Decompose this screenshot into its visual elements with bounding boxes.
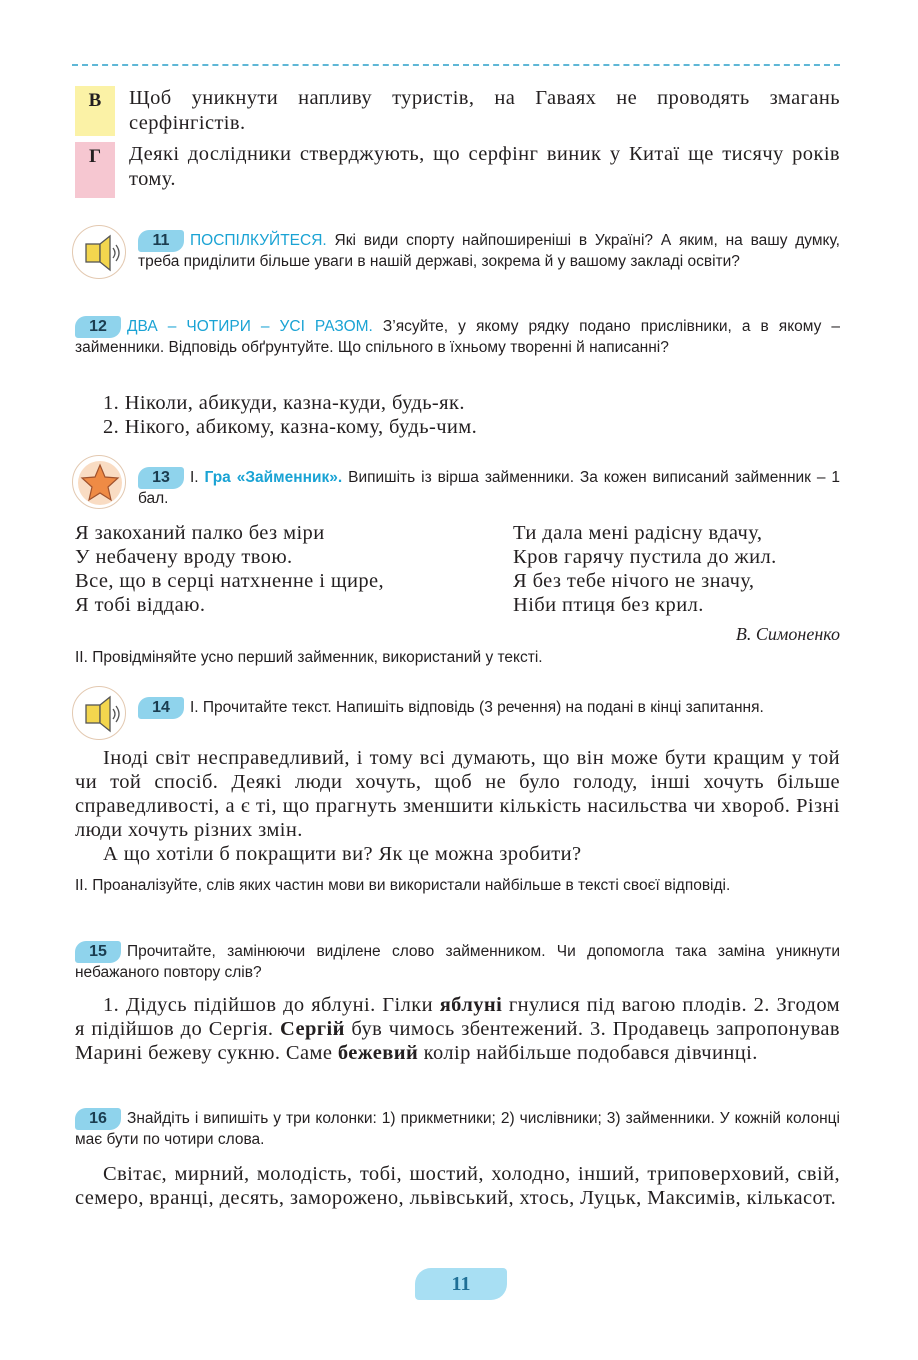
text-fragment: гнулися під вагою плодів. 2. Згодом я підійшов до Сергія.: [75, 994, 840, 1040]
task-text: Знайдіть і випишіть у три колонки: 1) прикметники; 2) числівники; 3) займенники. У кожній колонці має бути по чотири слова.: [75, 1110, 840, 1148]
task-text: Випишіть із вірша займенники. За кожен виписаний займенник – 1 бал.: [138, 469, 840, 507]
task-16: [75, 1108, 840, 1150]
task-15: [75, 941, 840, 983]
paragraph: Іноді світ несправедливий, і тому всі думають, що він може бути кращим у той чи той спосіб. Деякі люди хочуть, щоб не було голоду, інші хочуть більше справедливості, а є ті, що прагнуть зменшити кількість насильства чи хвороб. Різні люди хочуть різних змін.: [75, 747, 840, 841]
poem-author: В. Симоненко: [735, 624, 840, 644]
task-13-part-2: ІІ. Провідміняйте усно перший займенник, використаний у тексті.: [75, 649, 543, 666]
poem-line: Кров гарячу пустила до жил.: [513, 546, 777, 568]
top-dashed-divider: [72, 64, 840, 66]
poem-line: Я закоханий палко без міри: [75, 522, 325, 544]
task-title: ПОСПІЛКУЙТЕСЯ.: [190, 232, 327, 250]
task-number-badge: 12: [75, 316, 121, 338]
page-number: 11: [415, 1268, 507, 1300]
poem-line: Ніби птиця без крил.: [513, 594, 704, 616]
speaker-icon: [72, 686, 126, 740]
task-number-badge: 16: [75, 1108, 121, 1130]
poem-line: Я без тебе нічого не значу,: [513, 570, 755, 592]
task-number-badge: 11: [138, 230, 184, 252]
option-row-h: [75, 142, 840, 198]
option-text: Деякі дослідники стверджують, що серфінг виник у Китаї ще тисячу років тому.: [129, 143, 840, 190]
paragraph: А що хотіли б покращити ви? Як це можна зробити?: [103, 843, 582, 865]
task-14-text: [75, 746, 840, 866]
poem-line: У небачену вроду твою.: [75, 546, 293, 568]
task-11: [138, 230, 840, 272]
task-12-lines: [103, 391, 477, 439]
game-title: Гра «Займенник».: [204, 469, 343, 487]
highlighted-word: яблуні: [439, 994, 503, 1016]
option-letter: В: [75, 86, 115, 136]
task-14: [138, 697, 840, 719]
task-number-badge: 15: [75, 941, 121, 963]
task-text: І. Прочитайте текст. Напишіть відповідь (3 речення) на подані в кінці запитання.: [190, 699, 764, 717]
poem-line: Я тобі віддаю.: [75, 594, 206, 616]
text-fragment: колір найбільше подобався дівчинці.: [418, 1042, 758, 1064]
poem-right-column: [513, 521, 777, 617]
task-16-words: Світає, мирний, молодість, тобі, шостий, холодно, інший, триповерховий, свій, семеро, вранці, десять, заморожено, львівський, хтось, Луцьк, Максимів, кількасот.: [75, 1163, 840, 1209]
option-letter: Г: [75, 142, 115, 198]
task-text: З’ясуйте, у якому рядку подано прислівники, а в якому – займенники. Відповідь обґрунтуйте. Що спільного в їхньому творенні й написанні?: [75, 318, 841, 356]
text-fragment: 1. Дідусь підійшов до яблуні. Гілки: [103, 994, 440, 1016]
list-item: 1. Ніколи, абикуди, казна-куди, будь-як.: [103, 392, 465, 414]
task-14-part-2: ІІ. Проаналізуйте, слів яких частин мови ви використали найбільше в тексті своєї відповіді.: [75, 877, 731, 894]
task-15-text: [75, 993, 840, 1065]
star-icon: [72, 455, 126, 509]
poem-line: Все, що в серці натхненне і щире,: [75, 570, 385, 592]
task-13: [138, 467, 840, 509]
speaker-icon: [72, 225, 126, 279]
highlighted-word: Сергій: [280, 1018, 345, 1040]
task-part: І.: [190, 469, 205, 487]
task-title: ДВА – ЧОТИРИ – УСІ РАЗОМ.: [127, 318, 373, 336]
poem-left-column: [75, 521, 384, 617]
task-number-badge: 14: [138, 697, 184, 719]
highlighted-word: бежевий: [337, 1042, 419, 1064]
option-row-v: [75, 86, 840, 136]
list-item: 2. Нікого, абикому, казна-кому, будь-чим.: [103, 416, 478, 438]
poem-line: Ти дала мені радісну вдачу,: [513, 522, 763, 544]
text-fragment: був чимось збентежений. 3. Продавець запропонував Марині бежеву сукню. Саме: [75, 1018, 840, 1064]
task-12: [75, 316, 840, 358]
option-text: Щоб уникнути напливу туристів, на Гаваях не проводять змагань серфінгістів.: [129, 87, 840, 134]
task-text: Прочитайте, замінюючи виділене слово займенником. Чи допомогла така заміна уникнути небажаного повтору слів?: [75, 943, 840, 981]
task-text: Які види спорту найпоширеніші в Україні? А яким, на вашу думку, треба приділити більше уваги в нашій державі, зокрема й у вашому закладі освіти?: [138, 232, 840, 270]
task-number-badge: 13: [138, 467, 184, 489]
